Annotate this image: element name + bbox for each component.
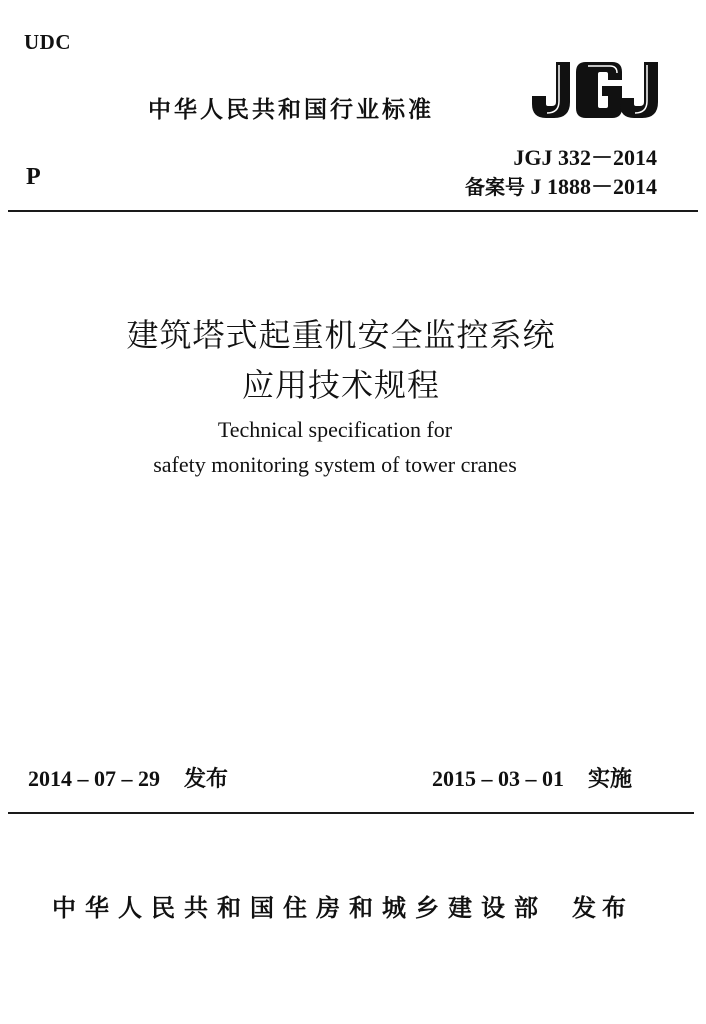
issue-date-block: [28, 762, 228, 793]
title-en-line2: safety monitoring system of tower cranes: [153, 452, 517, 477]
jgj-logo: [528, 60, 662, 120]
industry-standard-heading: 中华人民共和国行业标准: [148, 97, 434, 123]
effective-date-word: 实施: [588, 767, 633, 792]
standard-code: JGJ 332－2014: [513, 145, 657, 170]
issue-date: 2014 – 07 – 29: [28, 766, 160, 791]
title-en-line1: Technical specification for: [217, 417, 453, 442]
udc-label: UDC: [24, 30, 71, 54]
bottom-divider: [8, 812, 694, 814]
title-cn-line1: 建筑塔式起重机安全监控系统: [126, 316, 556, 354]
record-code: J 1888－2014: [530, 174, 657, 199]
top-divider: [8, 210, 698, 212]
classification-letter: P: [26, 164, 41, 190]
issuing-authority: 中华人民共和国住房和城乡建设部: [52, 894, 547, 922]
title-cn-line2: 应用技术规程: [241, 366, 440, 404]
record-label: 备案号: [464, 175, 525, 199]
effective-date-block: [432, 762, 632, 793]
effective-date: 2015 – 03 – 01: [432, 766, 564, 791]
record-number: [465, 170, 657, 201]
issuer-issue-word: 发布: [572, 894, 632, 922]
issue-date-word: 发布: [184, 767, 229, 792]
